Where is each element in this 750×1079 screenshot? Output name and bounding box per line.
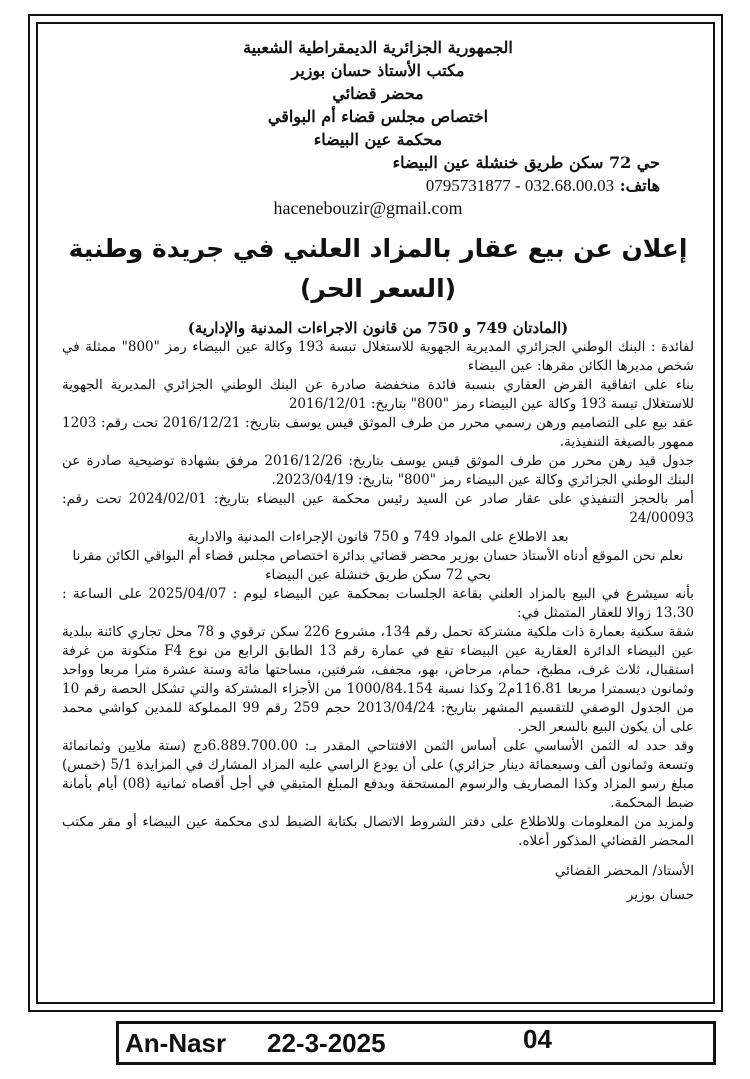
header-republic: الجمهورية الجزائرية الديمقراطية الشعبية [243, 38, 513, 57]
signature-block [62, 859, 694, 907]
page-number: 04 [523, 1024, 552, 1054]
header-office: مكتب الأستاذ حسان بوزير [291, 61, 465, 80]
paragraph-sale-contract: عقد بيع على التصاميم ورهن رسمي محرر من طرف الموثق قيس يوسف بتاريخ: 2016/12/21 تحت رقم: 1203 ممهور بالصيغة التنفيذية. [62, 415, 694, 450]
phone-numbers: 0795731877 - 032.68.00.03 [425, 176, 615, 195]
headline: إعلان عن بيع عقار بالمزاد العلني في جريدة وطنية (السعر الحر) [68, 234, 688, 303]
header-role: محضر قضائي [332, 84, 424, 103]
signature-name: حسان بوزير [626, 887, 694, 903]
footer-bar [116, 1021, 716, 1065]
paragraph-price: وقد حدد له الثمن الأساسي على أساس الثمن الافتتاحي المقدر بـ: 6.889.700.00دج (ستة ملايين وثمانمائة وتسعة وثمانون ألف وسبعمائة دينار جزائري) على أن يودع الراسي عليه المزاد المشارك في المزايدة 5/1 (خمس) مبلغ رسو المزاد وكذا المصاريف والرسوم المستحقة ويدفع المبلغ المتبقي في أجل أقصاه ثمانية (08) أيام بأمانة ضبط المحكمة. [62, 738, 694, 811]
subheadline: (المادتان 749 و 750 من قانون الاجراءات المدنية والإدارية) [187, 319, 569, 337]
paragraph-seizure-order: أمر بالحجز التنفيذي على عقار صادر عن السيد رئيس محكمة عين البيضاء بتاريخ: 2024/02/01 تحت رقم: 24/00093 [62, 491, 694, 526]
announcement [62, 36, 694, 907]
header-address: حي 72 سكن طريق خنشلة عين البيضاء [392, 153, 660, 172]
paragraph-legal-basis: بعد الاطلاع على المواد 749 و 750 قانون الإجراءات المدنية والادارية [187, 529, 569, 545]
paragraph-beneficiary: لفائدة : البنك الوطني الجزائري المديرية الجهوية للاستغلال تبسة 193 وكالة عين البيضاء رمز "800" ممثلة في شخص مديرها الكائن مقرها: عين البيضاء [62, 339, 694, 374]
paragraph-notice: نعلم نحن الموقع أدناه الأستاذ حسان بوزير محضر قضائي بدائرة اختصاص مجلس قضاء أم البواقي الكائن مقرنا بحي 72 سكن طريق خنشلة عين البيضاء [72, 548, 684, 583]
publication-date: 22-3-2025 [267, 1028, 386, 1058]
paragraph-mortgage: جدول قيد رهن محرر من طرف الموثق قيس يوسف بتاريخ: 2016/12/26 مرفق بشهادة توضيحية صادرة عن البنك الوطني الجزائري وكالة عين البيضاء رمز "800" بتاريخ: 2023/04/19. [62, 453, 694, 488]
phone-label: هاتف: [619, 176, 660, 195]
header-court: محكمة عين البيضاء [313, 130, 443, 149]
paragraph-auction-date: بأنه سيشرع في البيع بالمزاد العلني بقاعة الجلسات بمحكمة عين البيضاء ليوم : 2025/04/07 على الساعة : 13.30 زوالا للعقار المتمثل في: [62, 586, 694, 621]
header-phone-line [62, 174, 694, 197]
email: hacenebouzir@gmail.com [273, 198, 463, 218]
paragraph-info: ولمزيد من المعلومات وللاطلاع على دفتر الشروط الاتصال بكتابة الضبط لدى محكمة عين البيضاء أو مقر مكتب المحضر القضائي المذكور أعلاه. [62, 814, 694, 849]
header-jurisdiction: اختصاص مجلس قضاء أم البواقي [267, 107, 489, 126]
publication-name: An-Nasr [125, 1028, 227, 1058]
signature-title: الأستاذ/ المحضر القضائي [554, 863, 694, 879]
paragraph-loan-agreement: بناء على اتفاقية القرض العقاري بنسبة فائدة منخفضة صادرة عن البنك الوطني الجزائري المديرية الجهوية للاستغلال تبسة 193 وكالة عين البيضاء رمز "800" بتاريخ: 2016/12/01 [62, 377, 694, 412]
paragraph-property: شقة سكنية بعمارة ذات ملكية مشتركة تحمل رقم 134، مشروع 226 سكن ترقوي و 78 محل تجاري كائنة ببلدية عين البيضاء الدائرة العقارية عين البيضاء تقع في عمارة رقم 13 الطابق الرابع من نوع F4 متكونة من غرفة استقبال، ثلاث غرف، مطبخ، حمام، مرحاض، بهو، مجفف، شرفتين، مساحتها مائة وستة عشرة مترا مربعا وواحد وثمانون ديسمترا مربعا 116.81م2 وكذا نسبة 1000/84.154 من الأجزاء المشتركة والتي تشكل الحصة رقم 10 من الجدول الوصفي للتقسيم المشهر بتاريخ: 2013/04/24 حجم 259 رقم 99 المملوكة للمدين كواشي محمد على أن يكون البيع بالسعر الحر. [62, 624, 695, 735]
